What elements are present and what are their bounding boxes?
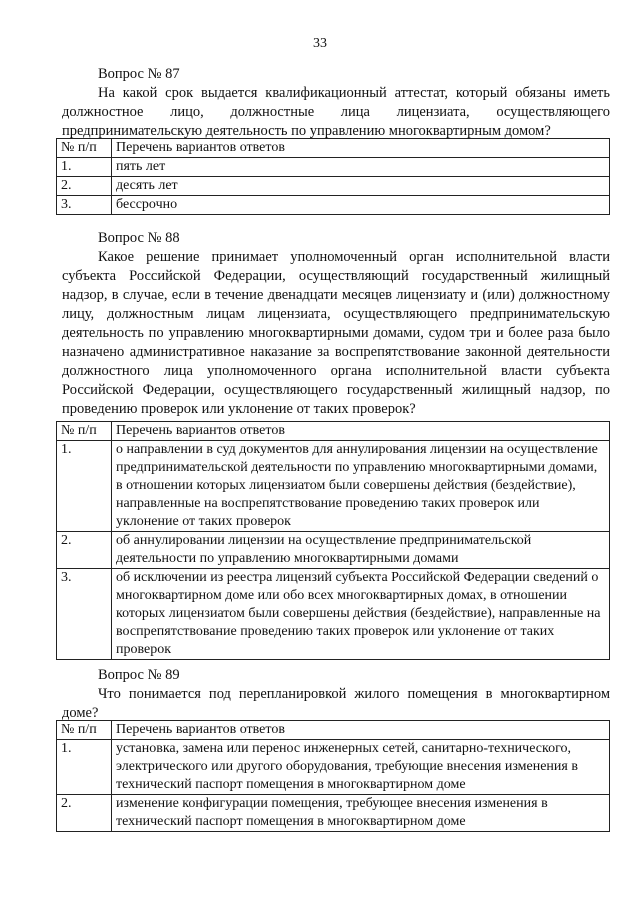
question-89-title: Вопрос № 89 [98, 667, 180, 683]
header-answers: Перечень вариантов ответов [112, 721, 610, 740]
answer-text: установка, замена или перенос инженерных сетей, санитарно-технического, электрического или другого оборудования, требующие внесения изменения в технический паспорт помещения в многоквартирном доме [112, 740, 610, 795]
question-87-title: Вопрос № 87 [98, 66, 180, 82]
table-row [57, 569, 610, 660]
answer-num: 1. [57, 158, 112, 177]
answer-text: об исключении из реестра лицензий субъекта Российской Федерации сведений о многоквартирном доме или обо всех многоквартирных домах, в отношении которых лицензиатом были совершены действия (бездействие), направленные на воспрепятствование проведению таких проверок или уклонение от таких проверок [112, 569, 610, 660]
question-88-title: Вопрос № 88 [98, 230, 180, 246]
answer-num: 3. [57, 569, 112, 660]
table-header-row [57, 422, 610, 441]
question-88-text: Какое решение принимает уполномоченный орган исполнительной власти субъекта Российской Федерации, осуществляющий государственный жилищный надзор, в случае, если в течение двенадцати месяцев лицензиату и (или) должностному лицу, должностным лицам лицензиата, осуществляющего предпринимательскую деятельность по управлению многоквартирными домами, судом три и более раза было назначено административное наказание за воспрепятствование законной деятельности должностного лица уполномоченного органа исполнительной власти субъекта Российской Федерации, осуществляющего государственный жилищный надзор, по проведению проверок или уклонение от таких проверок? [62, 249, 610, 417]
question-87-text: На какой срок выдается квалификационный аттестат, который обязаны иметь должностное лицо, должностные лица лицензиата, осуществляющего предпринимательскую деятельность по управлению многоквартирным домом? [62, 85, 610, 139]
table-row [57, 196, 610, 215]
answer-num: 2. [57, 177, 112, 196]
question-88-answers-table [56, 421, 610, 660]
answer-text: бессрочно [112, 196, 610, 215]
table-header-row [57, 139, 610, 158]
page-number: 33 [313, 36, 327, 51]
table-row [57, 441, 610, 532]
question-87-answers-table [56, 138, 610, 215]
answer-num: 2. [57, 795, 112, 832]
answer-num: 1. [57, 740, 112, 795]
question-89-text: Что понимается под перепланировкой жилого помещения в многоквартирном доме? [62, 686, 610, 721]
answer-text: о направлении в суд документов для аннулирования лицензии на осуществление предпринимательской деятельности по управлению многоквартирными домами, в отношении которых лицензиатом были совершены действия (бездействие), направленные на воспрепятствование проведению таких проверок или уклонение от таких проверок [112, 441, 610, 532]
table-row [57, 795, 610, 832]
question-89-answers-table [56, 720, 610, 832]
header-answers: Перечень вариантов ответов [112, 422, 610, 441]
answer-num: 1. [57, 441, 112, 532]
header-num: № п/п [57, 422, 112, 441]
table-row [57, 177, 610, 196]
answer-text: изменение конфигурации помещения, требующее внесения изменения в технический паспорт помещения в многоквартирном доме [112, 795, 610, 832]
table-header-row [57, 721, 610, 740]
table-row [57, 740, 610, 795]
answer-num: 3. [57, 196, 112, 215]
answer-text: десять лет [112, 177, 610, 196]
answer-text: об аннулировании лицензии на осуществление предпринимательской деятельности по управлению многоквартирными домами [112, 532, 610, 569]
table-row [57, 158, 610, 177]
header-num: № п/п [57, 139, 112, 158]
header-num: № п/п [57, 721, 112, 740]
header-answers: Перечень вариантов ответов [112, 139, 610, 158]
table-row [57, 532, 610, 569]
answer-text: пять лет [112, 158, 610, 177]
answer-num: 2. [57, 532, 112, 569]
